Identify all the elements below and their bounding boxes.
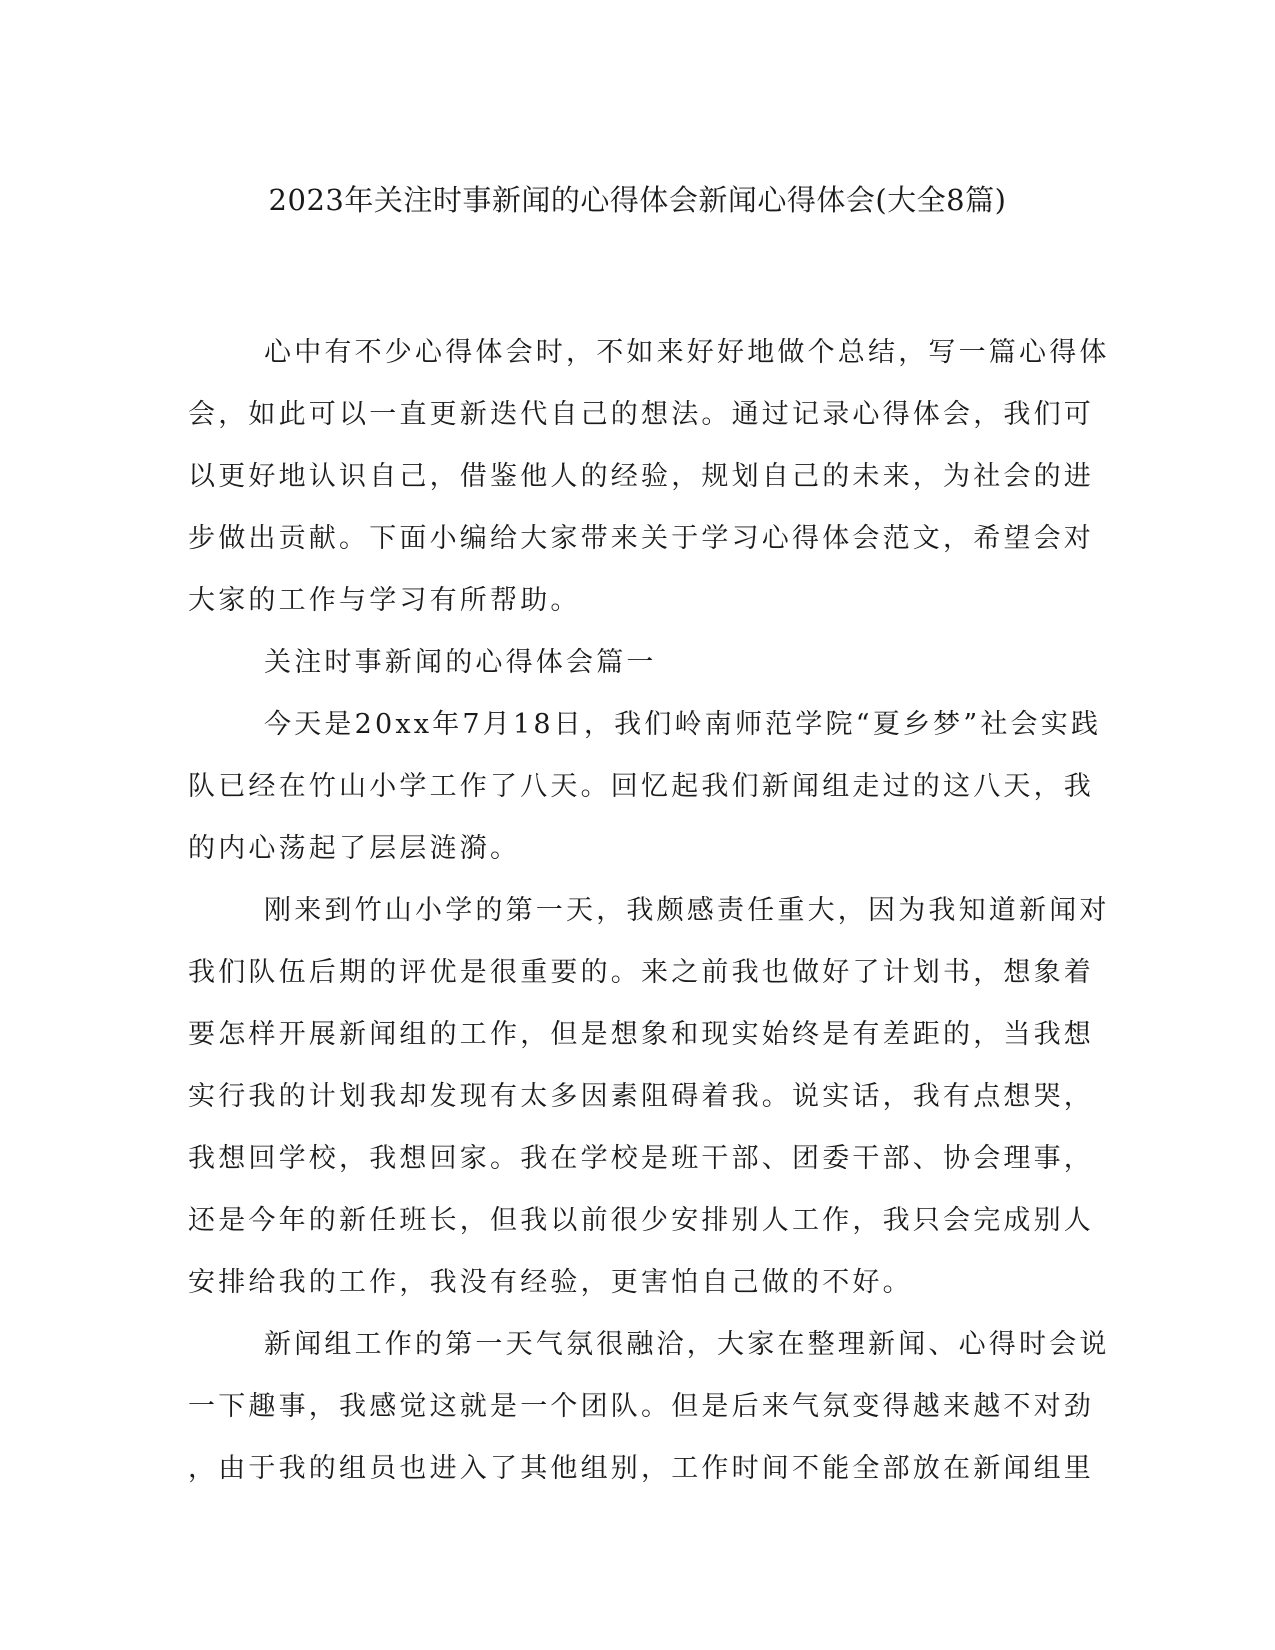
paragraph-line: 要怎样开展新闻组的工作，但是想象和现实始终是有差距的，当我想 (188, 1019, 1094, 1050)
paragraph-line: ，由于我的组员也进入了其他组别，工作时间不能全部放在新闻组里 (188, 1453, 1094, 1484)
paragraph-line: 以更好地认识自己，借鉴他人的经验，规划自己的未来，为社会的进 (188, 461, 1094, 492)
document-title: 2023年关注时事新闻的心得体会新闻心得体会(大全8篇) (268, 183, 1007, 217)
paragraph-line: 心中有不少心得体会时，不如来好好地做个总结，写一篇心得体 (264, 337, 1110, 368)
paragraph-line: 安排给我的工作，我没有经验，更害怕自己做的不好。 (188, 1267, 913, 1298)
paragraph-line: 会，如此可以一直更新迭代自己的想法。通过记录心得体会，我们可 (188, 399, 1094, 430)
paragraph-line: 的内心荡起了层层涟漪。 (188, 833, 521, 864)
paragraph-line: 我们队伍后期的评优是很重要的。来之前我也做好了计划书，想象着 (188, 957, 1094, 988)
paragraph-line: 步做出贡献。下面小编给大家带来关于学习心得体会范文，希望会对 (188, 523, 1094, 554)
paragraph-line: 一下趣事，我感觉这就是一个团队。但是后来气氛变得越来越不对劲 (188, 1391, 1094, 1422)
paragraph-line: 还是今年的新任班长，但我以前很少安排别人工作，我只会完成别人 (188, 1205, 1094, 1236)
paragraph-line: 刚来到竹山小学的第一天，我颇感责任重大，因为我知道新闻对 (264, 895, 1110, 926)
paragraph-line: 今天是20xx年7月18日，我们岭南师范学院“夏乡梦”社会实践 (264, 709, 1102, 740)
section-heading: 关注时事新闻的心得体会篇一 (264, 647, 657, 678)
paragraph-line: 实行我的计划我却发现有太多因素阻碍着我。说实话，我有点想哭， (188, 1081, 1094, 1112)
document-body (188, 322, 1110, 1500)
paragraph-line: 我想回学校，我想回家。我在学校是班干部、团委干部、协会理事， (188, 1143, 1094, 1174)
paragraph-line: 新闻组工作的第一天气氛很融洽，大家在整理新闻、心得时会说 (264, 1329, 1110, 1360)
paragraph-line: 队已经在竹山小学工作了八天。回忆起我们新闻组走过的这八天，我 (188, 771, 1094, 802)
paragraph-line: 大家的工作与学习有所帮助。 (188, 585, 581, 616)
